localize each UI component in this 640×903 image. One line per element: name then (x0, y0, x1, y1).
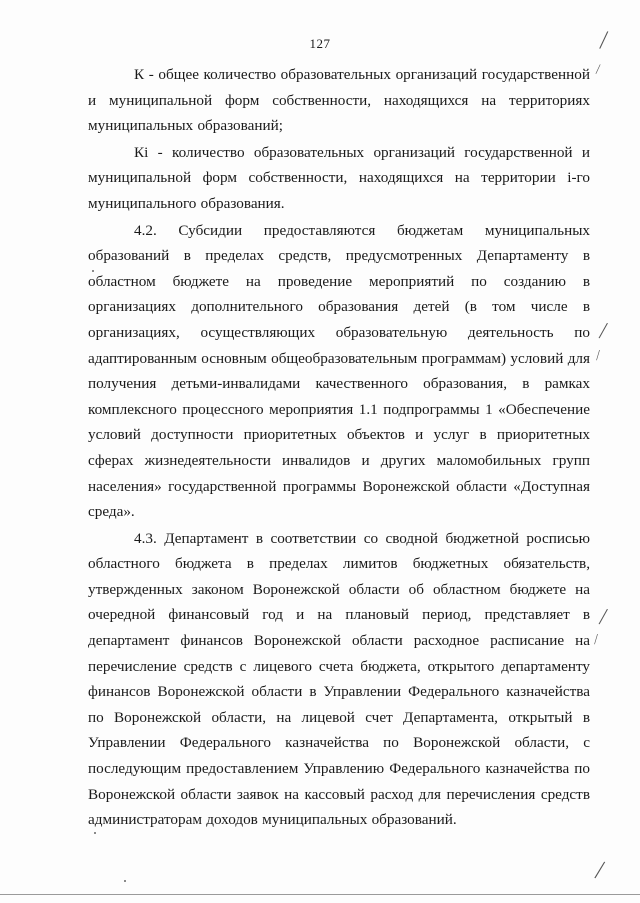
margin-mark: / (598, 27, 610, 54)
scan-speck (92, 270, 94, 272)
bottom-edge-line (0, 894, 640, 895)
paragraph-4-3: 4.3. Департамент в соответствии со сводной бюджетной росписью областного бюджета в пределах лимитов бюджетных обязательств, утвержденных законом Воронежской области об областном бюджете на очередной финансовый год и на плановый период, представляет в департамент финансов Воронежской области расходное расписание на перечисление средств с лицевого счета бюджета, открытого департаменту финансов Воронежской области в Управлении Федерального казначейства по Воронежской области, на лицевой счет Департамента, открытый в Управлении Федерального казначейства по Воронежской области, с последующим предоставлением Управлению Федерального казначейства по Воронежской области заявок на кассовый расход для перечисления средств администраторам доходов муниципальных образований. (88, 529, 590, 829)
margin-mark: / (594, 632, 599, 646)
scan-speck (124, 880, 126, 882)
document-body (88, 62, 590, 833)
page-number: 127 (309, 36, 331, 51)
paragraph-ki-definition: Кi - количество образовательных организаций государственной и муниципальной форм собственности, находящихся на территории i-го муниципального образования. (88, 143, 590, 212)
margin-mark: / (596, 348, 601, 362)
paragraph-4-2: 4.2. Субсидии предоставляются бюджетам муниципальных образований в пределах средств, предусмотренных Департаменту в областном бюджете на проведение мероприятий по созданию в организациях дополнительного образования детей (в том числе в организациях, осуществляющих образовательную деятельность по адаптированным основным общеобразовательным программам) условий для получения детьми-инвалидами качественного образования, в рамках комплексного процессного мероприятия 1.1 подпрограммы 1 «Обеспечение условий доступности приоритетных объектов и услуг в приоритетных сферах жизнедеятельности инвалидов и других маломобильных групп населения» государственной программы Воронежской области «Доступная среда». (88, 221, 590, 521)
margin-mark: / (597, 317, 610, 343)
paragraph-k-definition: К - общее количество образовательных организаций государственной и муниципальной форм собственности, находящихся на территориях муниципальных образований; (88, 66, 590, 135)
scan-speck (94, 832, 96, 834)
margin-mark: / (597, 603, 610, 629)
margin-mark: / (593, 857, 607, 884)
margin-mark: / (595, 61, 602, 77)
